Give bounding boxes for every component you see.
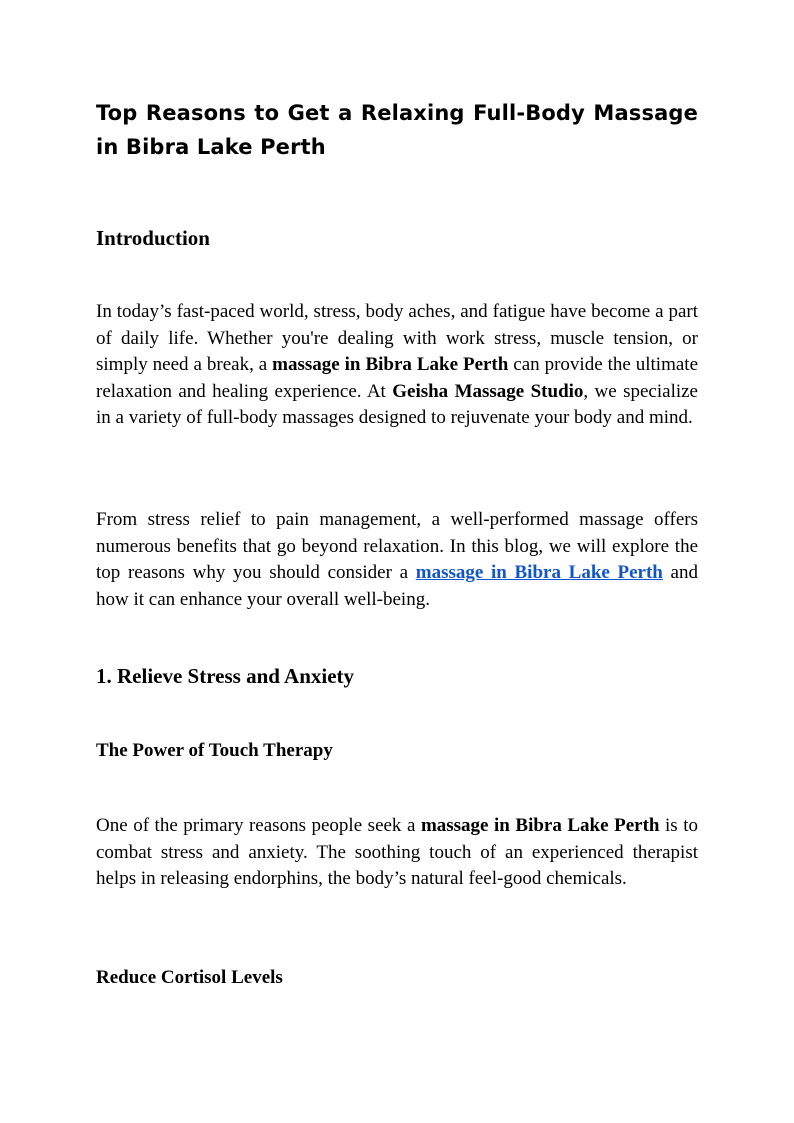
intro-p1-text-2: can provide the ultimate relaxation and healing experience. At bbox=[96, 354, 699, 402]
intro-p1-text-1: In today’s fast-paced world, stress, body aches, and fatigue have become a part of daily life. Whether you're dealing with work stress, muscle tension, or simply need a break, a bbox=[96, 301, 698, 375]
intro-paragraph-1 bbox=[96, 299, 698, 432]
sub1-text-2: is to combat stress and anxiety. The soothing touch of an experienced therapist helps in releasing endorphins, the body’s natural feel-good chemicals. bbox=[96, 815, 698, 889]
sub1-text-1: One of the primary reasons people seek a bbox=[96, 815, 421, 836]
document-title: Top Reasons to Get a Relaxing Full-Body Massage in Bibra Lake Perth bbox=[96, 101, 698, 159]
intro-p2-text-2: and how it can enhance your overall well-being. bbox=[96, 562, 698, 610]
sub1-bold-1: massage in Bibra Lake Perth bbox=[420, 815, 660, 836]
subsection-cortisol-heading: Reduce Cortisol Levels bbox=[96, 967, 283, 988]
intro-p1-text-3: , we specialize in a variety of full-body massages designed to rejuvenate your body and mind. bbox=[96, 380, 698, 428]
intro-p1-bold-2: Geisha Massage Studio bbox=[392, 380, 584, 402]
intro-paragraph-2 bbox=[96, 507, 698, 613]
document-page bbox=[96, 96, 699, 988]
introduction-heading: Introduction bbox=[96, 226, 210, 250]
section-1-heading: 1. Relieve Stress and Anxiety bbox=[96, 664, 355, 688]
massage-link[interactable]: massage in Bibra Lake Perth bbox=[415, 562, 663, 583]
intro-p1-bold-1: massage in Bibra Lake Perth bbox=[272, 354, 509, 375]
intro-p2-text-1: From stress relief to pain management, a well-performed massage offers numerous benefits that go beyond relaxation. In this blog, we will explore the top reasons why you should consider a bbox=[96, 509, 698, 583]
subsection-touch-therapy-heading: The Power of Touch Therapy bbox=[96, 740, 333, 761]
touch-therapy-paragraph bbox=[96, 813, 698, 893]
